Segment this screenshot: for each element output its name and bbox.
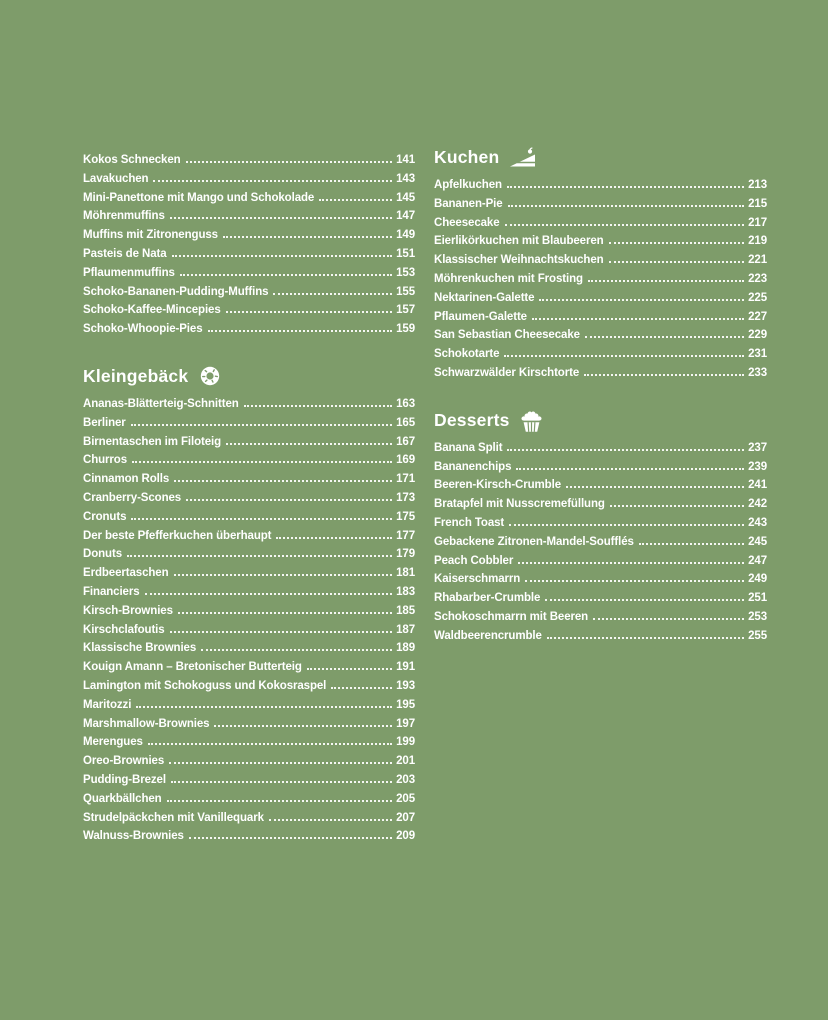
entry-title: Schoko-Whoopie-Pies bbox=[83, 323, 203, 336]
entry-title: Cinnamon Rolls bbox=[83, 473, 170, 486]
entry-title: Kirsch-Brownies bbox=[83, 604, 173, 617]
toc-entry bbox=[83, 454, 415, 473]
entry-title: Der beste Pfefferkuchen überhaupt bbox=[83, 529, 272, 542]
entry-title: Churros bbox=[83, 454, 128, 467]
toc-entry bbox=[83, 436, 415, 455]
toc-entry bbox=[83, 398, 415, 417]
toc-entry bbox=[83, 548, 415, 567]
toc-entry bbox=[434, 442, 767, 461]
dot-leader bbox=[131, 518, 392, 520]
dot-leader bbox=[319, 199, 392, 201]
toc-column-right bbox=[434, 144, 767, 649]
dot-leader bbox=[153, 180, 392, 182]
dot-leader bbox=[507, 186, 744, 188]
entry-title: Kokos Schnecken bbox=[83, 154, 181, 166]
toc-entry bbox=[83, 304, 415, 323]
section-title: Kuchen bbox=[434, 147, 500, 167]
entry-page-number: 155 bbox=[396, 285, 415, 298]
entry-title: San Sebastian Cheesecake bbox=[434, 329, 580, 342]
dot-leader bbox=[539, 299, 744, 301]
entry-title: Bananen-Pie bbox=[434, 197, 503, 210]
entry-title: Erdbeertaschen bbox=[83, 567, 169, 580]
entry-title: Muffins mit Zitronenguss bbox=[83, 229, 218, 242]
donut-icon bbox=[198, 364, 222, 388]
toc-entry bbox=[83, 229, 415, 248]
entry-title: Schwarzwälder Kirschtorte bbox=[434, 366, 580, 379]
toc-entry bbox=[83, 774, 415, 793]
entry-title: Beeren-Kirsch-Crumble bbox=[434, 479, 561, 492]
entry-page-number: 201 bbox=[396, 755, 415, 768]
toc-entry bbox=[434, 179, 767, 198]
dot-leader bbox=[504, 355, 744, 357]
entry-page-number: 173 bbox=[396, 491, 415, 504]
entry-page-number: 147 bbox=[396, 210, 415, 223]
toc-entry bbox=[434, 630, 767, 649]
toc-entry bbox=[434, 461, 767, 480]
entry-title: Lamington mit Schokoguss und Kokosraspel bbox=[83, 679, 327, 692]
dot-leader bbox=[226, 311, 392, 313]
cake-slice-icon bbox=[509, 147, 536, 169]
section-title: Desserts bbox=[434, 409, 510, 430]
entry-page-number: 239 bbox=[748, 460, 767, 473]
toc-entry bbox=[434, 367, 767, 386]
dot-leader bbox=[566, 486, 744, 488]
entry-page-number: 227 bbox=[748, 310, 767, 323]
dot-leader bbox=[186, 161, 393, 163]
entry-title: Pudding-Brezel bbox=[83, 773, 166, 786]
entry-title: Schokoschmarrn mit Beeren bbox=[434, 610, 589, 623]
toc-entry bbox=[83, 473, 415, 492]
dot-leader bbox=[508, 205, 745, 207]
toc-entry bbox=[83, 661, 415, 680]
entry-page-number: 249 bbox=[748, 573, 767, 586]
entry-title: Bratapfel mit Nusscremefüllung bbox=[434, 498, 605, 511]
entry-page-number: 181 bbox=[396, 567, 415, 580]
toc-entry bbox=[83, 718, 415, 737]
toc-entry bbox=[83, 680, 415, 699]
toc-entry bbox=[434, 592, 767, 611]
entry-title: Möhrenkuchen mit Frosting bbox=[434, 272, 583, 285]
dot-leader bbox=[170, 217, 392, 219]
dot-leader bbox=[180, 274, 392, 276]
section-header bbox=[434, 144, 767, 171]
entry-page-number: 245 bbox=[748, 535, 767, 548]
dot-leader bbox=[178, 612, 392, 614]
entry-page-number: 179 bbox=[396, 548, 415, 561]
entry-page-number: 255 bbox=[748, 629, 767, 642]
toc-entry bbox=[434, 498, 767, 517]
entry-page-number: 243 bbox=[748, 516, 767, 529]
entry-title: Peach Cobbler bbox=[434, 554, 514, 567]
toc-entry bbox=[83, 530, 415, 549]
entry-page-number: 223 bbox=[748, 272, 767, 285]
toc-entry bbox=[434, 555, 767, 574]
entry-page-number: 219 bbox=[748, 235, 767, 248]
toc-entry bbox=[83, 812, 415, 831]
toc-entry bbox=[434, 273, 767, 292]
entry-title: Kouign Amann – Bretonischer Butterteig bbox=[83, 661, 302, 674]
entry-page-number: 153 bbox=[396, 266, 415, 279]
dot-leader bbox=[174, 574, 393, 576]
entry-page-number: 145 bbox=[396, 191, 415, 204]
entry-page-number: 175 bbox=[396, 510, 415, 523]
toc-entry bbox=[83, 755, 415, 774]
dot-leader bbox=[273, 293, 392, 295]
entry-page-number: 177 bbox=[396, 529, 415, 542]
entry-title: Mini-Panettone mit Mango und Schokolade bbox=[83, 191, 315, 204]
entry-title: Kirschclafoutis bbox=[83, 623, 165, 636]
entry-page-number: 237 bbox=[748, 441, 767, 454]
entry-title: Kaiserschmarrn bbox=[434, 573, 521, 586]
entry-title: Cranberry-Scones bbox=[83, 491, 182, 504]
toc-column-left bbox=[83, 154, 415, 849]
entry-page-number: 149 bbox=[396, 229, 415, 242]
entry-title: Marshmallow-Brownies bbox=[83, 717, 210, 730]
dot-leader bbox=[532, 318, 744, 320]
entry-title: Quarkbällchen bbox=[83, 792, 162, 805]
entry-page-number: 217 bbox=[748, 216, 767, 229]
dot-leader bbox=[518, 562, 744, 564]
dot-leader bbox=[525, 580, 744, 582]
dot-leader bbox=[174, 480, 392, 482]
entry-page-number: 167 bbox=[396, 435, 415, 448]
entry-page-number: 233 bbox=[748, 366, 767, 379]
entry-page-number: 197 bbox=[396, 717, 415, 730]
toc-entry bbox=[83, 323, 415, 342]
dot-leader bbox=[226, 443, 392, 445]
dot-leader bbox=[167, 800, 393, 802]
toc-section bbox=[434, 407, 767, 649]
entry-page-number: 242 bbox=[748, 498, 767, 511]
section-header bbox=[83, 363, 415, 390]
dot-leader bbox=[214, 725, 392, 727]
entry-page-number: 165 bbox=[396, 416, 415, 429]
entry-page-number: 205 bbox=[396, 792, 415, 805]
entry-title: Schokotarte bbox=[434, 348, 500, 361]
dot-leader bbox=[131, 424, 392, 426]
entry-page-number: 141 bbox=[396, 154, 415, 166]
dot-leader bbox=[610, 505, 744, 507]
toc-entry bbox=[434, 573, 767, 592]
entry-page-number: 171 bbox=[396, 473, 415, 486]
entry-title: Bananenchips bbox=[434, 460, 512, 473]
toc-entry bbox=[83, 586, 415, 605]
entry-page-number: 225 bbox=[748, 291, 767, 304]
toc-entry bbox=[83, 286, 415, 305]
entry-title: Banana Split bbox=[434, 441, 503, 454]
toc-entry bbox=[83, 699, 415, 718]
dot-leader bbox=[172, 255, 393, 257]
toc-entry bbox=[83, 154, 415, 173]
toc-entry bbox=[83, 736, 415, 755]
entry-page-number: 203 bbox=[396, 773, 415, 786]
entry-page-number: 213 bbox=[748, 179, 767, 191]
dot-leader bbox=[585, 336, 744, 338]
entry-page-number: 247 bbox=[748, 554, 767, 567]
dot-leader bbox=[244, 405, 392, 407]
entry-page-number: 185 bbox=[396, 604, 415, 617]
entry-page-number: 253 bbox=[748, 610, 767, 623]
entry-title: Berliner bbox=[83, 416, 126, 429]
entry-page-number: 159 bbox=[396, 323, 415, 336]
toc-entry bbox=[83, 830, 415, 849]
toc-entry bbox=[434, 292, 767, 311]
entry-page-number: 151 bbox=[396, 247, 415, 260]
entry-title: Lavakuchen bbox=[83, 172, 149, 185]
entry-title: Birnentaschen im Filoteig bbox=[83, 435, 222, 448]
entry-title: Waldbeerencrumble bbox=[434, 629, 542, 642]
entry-title: Möhrenmuffins bbox=[83, 210, 165, 223]
toc-entry bbox=[434, 198, 767, 217]
dot-leader bbox=[148, 743, 392, 745]
toc-section bbox=[434, 144, 767, 386]
dot-leader bbox=[171, 781, 392, 783]
entry-title: Merengues bbox=[83, 736, 143, 749]
dot-leader bbox=[201, 649, 392, 651]
entry-page-number: 187 bbox=[396, 623, 415, 636]
dot-leader bbox=[170, 631, 393, 633]
dot-leader bbox=[186, 499, 392, 501]
dot-leader bbox=[505, 224, 745, 226]
entry-title: Gebackene Zitronen-Mandel-Soufflés bbox=[434, 535, 634, 548]
dot-leader bbox=[331, 687, 392, 689]
entry-title: Maritozzi bbox=[83, 698, 132, 711]
entry-page-number: 193 bbox=[396, 679, 415, 692]
toc-entry bbox=[83, 248, 415, 267]
entry-title: Pflaumenmuffins bbox=[83, 266, 175, 279]
toc-entry bbox=[434, 311, 767, 330]
entry-title: Schoko-Kaffee-Mincepies bbox=[83, 304, 221, 317]
dot-leader bbox=[145, 593, 393, 595]
toc-entry bbox=[83, 511, 415, 530]
toc-entry bbox=[83, 417, 415, 436]
entry-title: French Toast bbox=[434, 516, 505, 529]
toc-entry bbox=[83, 210, 415, 229]
toc-entry bbox=[83, 192, 415, 211]
dot-leader bbox=[609, 242, 745, 244]
entry-page-number: 199 bbox=[396, 736, 415, 749]
dot-leader bbox=[593, 618, 744, 620]
toc-entry bbox=[434, 217, 767, 236]
toc-entry bbox=[83, 624, 415, 643]
dot-leader bbox=[507, 449, 744, 451]
toc-entry bbox=[434, 479, 767, 498]
toc-entry bbox=[434, 329, 767, 348]
entry-page-number: 157 bbox=[396, 304, 415, 317]
entry-page-number: 169 bbox=[396, 454, 415, 467]
entry-title: Ananas-Blätterteig-Schnitten bbox=[83, 397, 239, 410]
entry-title: Schoko-Bananen-Pudding-Muffins bbox=[83, 285, 269, 298]
dot-leader bbox=[639, 543, 744, 545]
section-title: Kleingebäck bbox=[83, 365, 189, 386]
dot-leader bbox=[584, 374, 744, 376]
entry-page-number: 163 bbox=[396, 397, 415, 410]
entry-page-number: 183 bbox=[396, 585, 415, 598]
entry-title: Oreo-Brownies bbox=[83, 755, 165, 768]
toc-section bbox=[83, 363, 415, 849]
dot-leader bbox=[609, 261, 745, 263]
entry-title: Nektarinen-Galette bbox=[434, 291, 535, 304]
toc-entry bbox=[83, 267, 415, 286]
dot-leader bbox=[516, 468, 744, 470]
toc-entry bbox=[434, 235, 767, 254]
dot-leader bbox=[547, 637, 744, 639]
toc-entry bbox=[434, 517, 767, 536]
toc-entry bbox=[83, 173, 415, 192]
dot-leader bbox=[545, 599, 744, 601]
toc-entry bbox=[83, 642, 415, 661]
dot-leader bbox=[127, 555, 392, 557]
entry-page-number: 207 bbox=[396, 811, 415, 824]
toc-entry bbox=[83, 605, 415, 624]
entry-title: Eierlikörkuchen mit Blaubeeren bbox=[434, 235, 604, 248]
entry-title: Walnuss-Brownies bbox=[83, 830, 184, 843]
toc-entry bbox=[83, 567, 415, 586]
entry-page-number: 229 bbox=[748, 329, 767, 342]
entry-page-number: 195 bbox=[396, 698, 415, 711]
dot-leader bbox=[208, 330, 393, 332]
entry-page-number: 191 bbox=[396, 661, 415, 674]
dot-leader bbox=[307, 668, 392, 670]
entry-page-number: 143 bbox=[396, 172, 415, 185]
toc-entry bbox=[434, 536, 767, 555]
dot-leader bbox=[223, 236, 392, 238]
toc-section bbox=[83, 154, 415, 342]
entry-page-number: 241 bbox=[748, 479, 767, 492]
dot-leader bbox=[269, 819, 392, 821]
dot-leader bbox=[136, 706, 392, 708]
entry-title: Pflaumen-Galette bbox=[434, 310, 527, 323]
entry-title: Klassischer Weihnachtskuchen bbox=[434, 254, 604, 267]
entry-page-number: 231 bbox=[748, 348, 767, 361]
dot-leader bbox=[276, 537, 392, 539]
cupcake-icon bbox=[520, 408, 543, 433]
entry-title: Strudelpäckchen mit Vanillequark bbox=[83, 811, 264, 824]
section-header bbox=[434, 407, 767, 434]
dot-leader bbox=[588, 280, 744, 282]
entry-title: Cronuts bbox=[83, 510, 127, 523]
dot-leader bbox=[132, 461, 392, 463]
entry-title: Klassische Brownies bbox=[83, 642, 197, 655]
entry-title: Pasteis de Nata bbox=[83, 247, 167, 260]
entry-title: Cheesecake bbox=[434, 216, 500, 229]
dot-leader bbox=[509, 524, 744, 526]
toc-entry bbox=[83, 492, 415, 511]
entry-title: Rhabarber-Crumble bbox=[434, 592, 541, 605]
entry-page-number: 221 bbox=[748, 254, 767, 267]
dot-leader bbox=[169, 762, 392, 764]
entry-title: Donuts bbox=[83, 548, 123, 561]
entry-page-number: 251 bbox=[748, 592, 767, 605]
entry-title: Apfelkuchen bbox=[434, 179, 502, 191]
toc-entry bbox=[83, 793, 415, 812]
dot-leader bbox=[189, 837, 392, 839]
entry-page-number: 189 bbox=[396, 642, 415, 655]
entry-page-number: 209 bbox=[396, 830, 415, 843]
toc-entry bbox=[434, 611, 767, 630]
toc-entry bbox=[434, 254, 767, 273]
toc-entry bbox=[434, 348, 767, 367]
entry-title: Financiers bbox=[83, 585, 140, 598]
entry-page-number: 215 bbox=[748, 197, 767, 210]
